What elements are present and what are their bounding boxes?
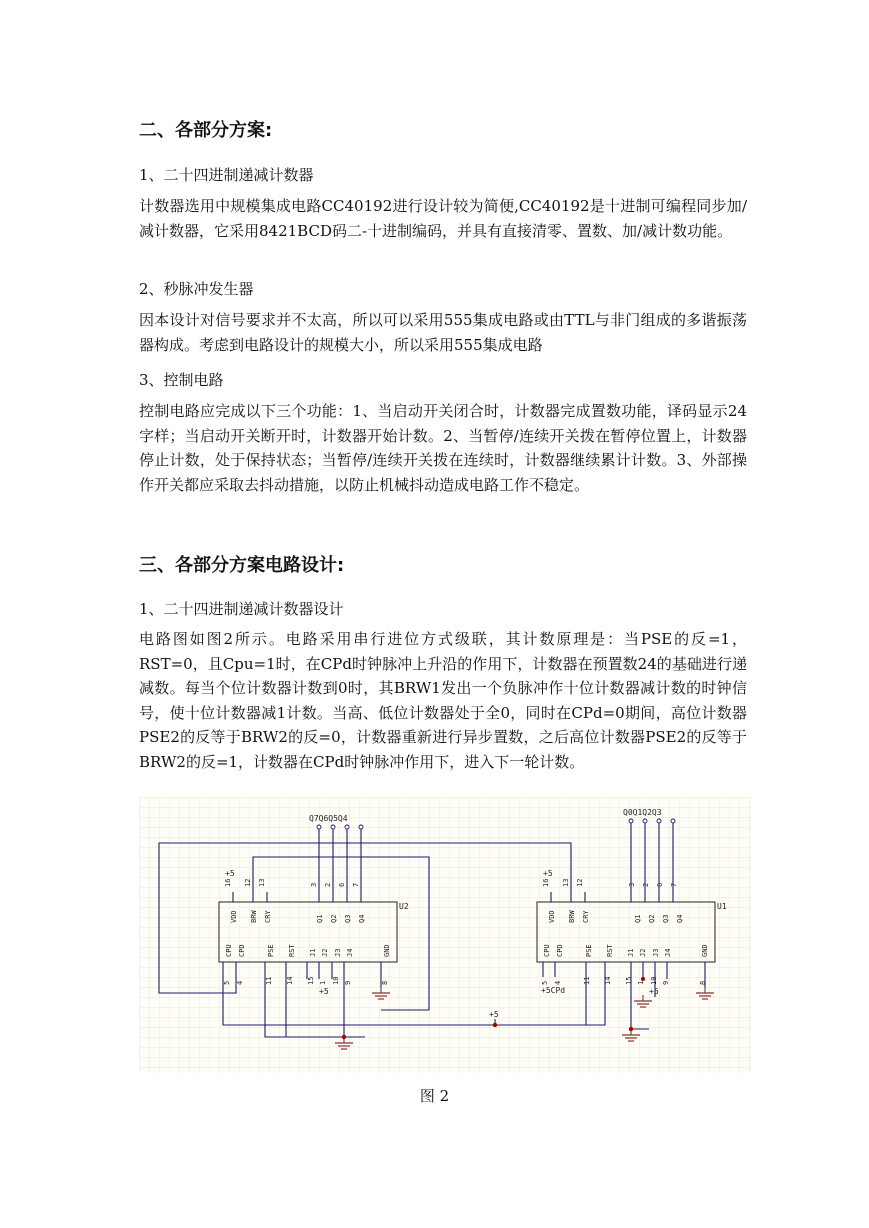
pin-name: Q4	[676, 914, 684, 923]
pin-number: 11	[583, 976, 591, 985]
pin-name: GND	[701, 944, 709, 957]
pin-name: J1	[627, 948, 635, 957]
pin-number: 12	[244, 878, 252, 887]
pin-name: J3	[334, 948, 342, 957]
pin-number: 13	[258, 878, 266, 887]
pin-name: CPD	[556, 944, 564, 957]
section2-item1-text: 计数器选用中规模集成电路CC40192进行设计较为简便,CC40192是十进制可编程同步加/减计数器，它采用8421BCD码二-十进制编码，并具有直接清零、置数、加/减计数功能。	[139, 197, 747, 240]
pin-name: J1	[309, 948, 317, 957]
pin-name: GND	[383, 944, 391, 957]
pin-number: 5	[541, 980, 549, 985]
pin-number: 6	[656, 882, 664, 887]
pin-name: CRY	[582, 910, 590, 923]
pin-number: 7	[670, 882, 678, 887]
pin-name: Q2	[648, 914, 656, 923]
pin-name: VDD	[230, 910, 238, 923]
chip-ref-u2: U2	[399, 902, 409, 911]
pin-name: CPU	[543, 944, 551, 957]
pin-name: J3	[652, 948, 660, 957]
pin-name: Q1	[634, 914, 642, 923]
pin-number: 6	[338, 882, 346, 887]
pin-name: BRW	[568, 910, 576, 923]
section2-item2-text: 因本设计对信号要求并不太高，所以可以采用555集成电路或由TTL与非门组成的多谐振荡器构成。考虑到电路设计的规模大小，所以采用555集成电路	[139, 311, 747, 354]
pin-name: CPD	[238, 944, 246, 957]
pin-name: RST	[288, 944, 296, 957]
supply-label-u2-bottom: +5	[319, 987, 329, 996]
section3-heading: 三、各部分方案电路设计:	[139, 555, 345, 576]
pin-name: PSE	[267, 944, 275, 957]
section3-item1-text: 电路图如图2所示。电路采用串行进位方式级联，其计数原理是：当PSE的反=1，RST=0，且Cpu=1时，在CPd时钟脉冲上升沿的作用下，计数器在预置数24的基础进行递减数。每当个位计数器计数到0时，其BRW1发出一个负脉冲作十位计数器减计数的时钟信号，使十位计数器减1计数。当高、低位计数器处于全0，同时在CPd=0期间，高位计数器PSE2的反等于BRW2的反=0，计数器重新进行异步置数，之后高位计数器PSE2的反等于BRW2的反=1，计数器在CPd时钟脉冲作用下，进入下一轮计数。	[139, 630, 747, 771]
pin-number: 1	[319, 980, 327, 985]
pin-number: 2	[642, 882, 650, 887]
pin-number: 15	[307, 976, 315, 985]
outputs-label-u1: Q0Q1Q2Q3	[623, 808, 662, 817]
cpd-label: +5CPd	[541, 986, 566, 995]
pin-number: 16	[224, 878, 232, 887]
pin-number: 16	[542, 878, 550, 887]
supply-label-u1-bottom: +5	[649, 987, 659, 996]
pin-number: 1	[637, 980, 645, 985]
supply-label-u1: +5	[543, 869, 553, 878]
pin-number: 15	[625, 976, 633, 985]
section2-item2-title: 2、秒脉冲发生器	[139, 280, 254, 298]
pin-name: Q1	[316, 914, 324, 923]
supply-label-bus: +5	[489, 1010, 499, 1019]
chip-ref-u1: U1	[717, 902, 727, 911]
pin-number: 4	[236, 980, 244, 985]
pin-number: 10	[332, 976, 340, 985]
pin-number: 14	[286, 976, 294, 985]
pin-name: Q2	[330, 914, 338, 923]
pin-number: 9	[344, 980, 352, 985]
pin-name: CPU	[225, 944, 233, 957]
outputs-label-u2: Q7Q6Q5Q4	[309, 814, 348, 823]
section3-item1-title: 1、二十四进制递减计数器设计	[139, 600, 344, 618]
section2-item3-title: 3、控制电路	[139, 371, 224, 389]
section2-heading: 二、各部分方案:	[139, 120, 273, 141]
pin-name: J4	[664, 948, 672, 957]
pin-number: 3	[310, 882, 318, 887]
pin-name: RST	[606, 944, 614, 957]
pin-name: J4	[346, 948, 354, 957]
pin-number: 9	[662, 980, 670, 985]
pin-name: CRY	[264, 910, 272, 923]
pin-name: VDD	[548, 910, 556, 923]
pin-number: 14	[604, 976, 612, 985]
section2-item1-title: 1、二十四进制递减计数器	[139, 166, 314, 184]
circuit-schematic	[139, 797, 751, 1073]
pin-name: PSE	[585, 944, 593, 957]
pin-number: 3	[628, 882, 636, 887]
pin-name: Q3	[344, 914, 352, 923]
pin-name: J2	[321, 948, 329, 957]
supply-label-u2: +5	[225, 869, 235, 878]
pin-name: BRW	[250, 910, 258, 923]
pin-number: 8	[699, 980, 707, 985]
pin-number: 10	[650, 976, 658, 985]
pin-name: J2	[639, 948, 647, 957]
pin-number: 2	[324, 882, 332, 887]
pin-number: 8	[381, 980, 389, 985]
pin-number: 5	[223, 980, 231, 985]
pin-number: 11	[265, 976, 273, 985]
pin-number: 12	[576, 878, 584, 887]
pin-number: 13	[562, 878, 570, 887]
pin-number: 7	[352, 882, 360, 887]
figure-caption: 图 2	[419, 1087, 450, 1105]
pin-name: Q4	[358, 914, 366, 923]
pin-number: 4	[554, 980, 562, 985]
pin-name: Q3	[662, 914, 670, 923]
section2-item3-text: 控制电路应完成以下三个功能：1、当启动开关闭合时，计数器完成置数功能，译码显示24字样；当启动开关断开时，计数器开始计数。2、当暂停/连续开关拨在暂停位置上，计数器停止计数，处于保持状态；当暂停/连续开关拨在连续时，计数器继续累计计数。3、外部操作开关都应采取去抖动措施，以防止机械抖动造成电路工作不稳定。	[139, 402, 747, 494]
